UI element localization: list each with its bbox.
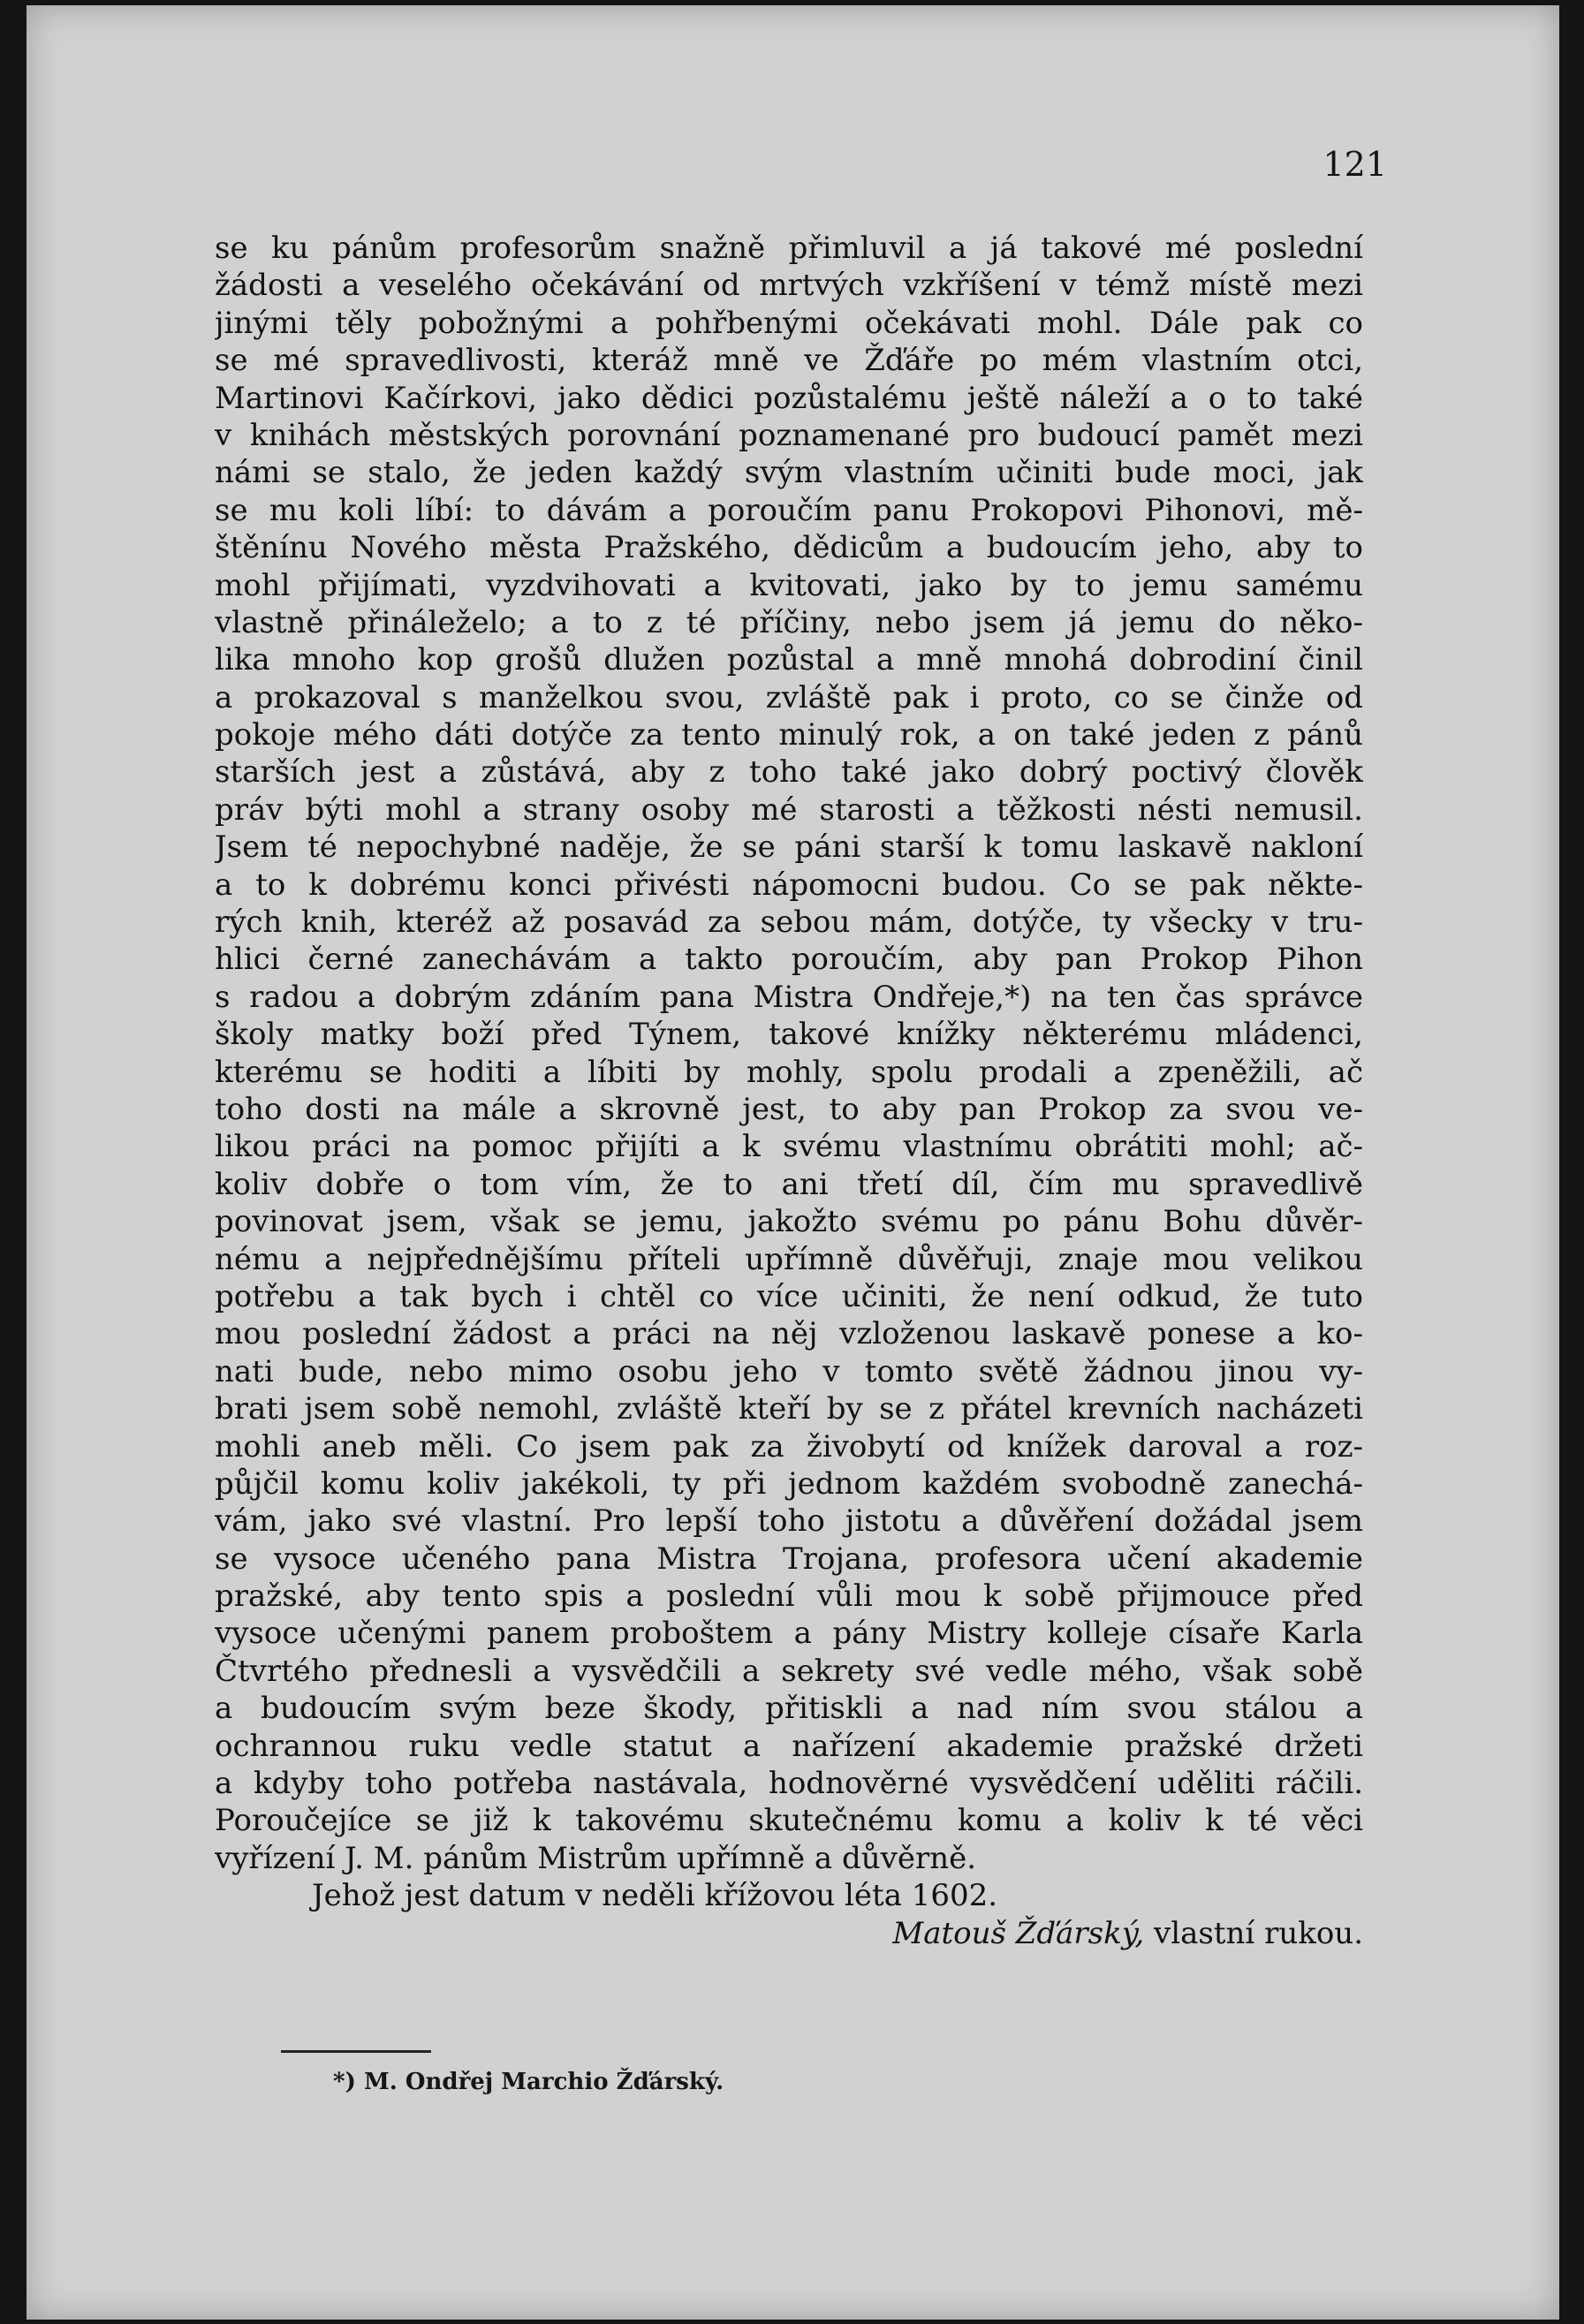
text-line: mou poslední žádost a práci na něj vzloženou laskavě ponese a ko- — [215, 1316, 1363, 1352]
text-line: brati jsem sobě nemohl, zvláště kteří by se z přátel krevních nacházeti — [215, 1391, 1363, 1427]
text-line: půjčil komu koliv jakékoli, ty při jednom každém svobodně zanechá- — [215, 1465, 1363, 1502]
text-line: Martinovi Kačírkovi, jako dědici pozůstalému ještě náleží a o to také — [215, 380, 1363, 416]
text-line: nému a nejpřednějšímu příteli upřímně důvěřuji, znaje mou velikou — [215, 1241, 1363, 1277]
text-line: vysoce učenými panem proboštem a pány Mistry kolleje císaře Karla — [215, 1616, 1363, 1652]
footnote: *) M. Ondřej Marchio Žďárský. — [333, 2069, 724, 2095]
text-line: koliv dobře o tom vím, že to ani třetí díl, čím mu spravedlivě — [215, 1166, 1363, 1202]
text-line: ochrannou ruku vedle statut a nařízení akademie pražské držeti — [215, 1728, 1363, 1764]
text-line: pražské, aby tento spis a poslední vůli mou k sobě přijmouce před — [215, 1578, 1363, 1615]
signature-suffix: vlastní rukou. — [1144, 1915, 1363, 1951]
text-line: pokoje mého dáti dotýče za tento minulý rok, a on také jeden z pánů — [215, 717, 1363, 753]
text-line: Jsem té nepochybné naděje, že se páni starší k tomu laskavě nakloní — [215, 829, 1363, 866]
text-line: vlastně přináleželo; a to z té příčiny, nebo jsem já jemu do něko- — [215, 604, 1363, 640]
text-line: a kdyby toho potřeba nastávala, hodnověrné vysvědčení uděliti ráčili. — [215, 1766, 1363, 1802]
text-line: toho dosti na mále a skrovně jest, to aby pan Prokop za svou ve- — [215, 1091, 1363, 1127]
text-line: povinovat jsem, však se jemu, jakožto svému po pánu Bohu důvěr- — [215, 1204, 1363, 1240]
text-line: a budoucím svým beze škody, přitiskli a nad ním svou stálou a — [215, 1691, 1363, 1727]
text-line: se mu koli líbí: to dávám a poroučím panu Prokopovi Pihonovi, mě- — [215, 492, 1363, 528]
signature-name: Matouš Žďárský, — [892, 1915, 1145, 1951]
text-line: starších jest a zůstává, aby z toho také jako dobrý poctivý člověk — [215, 754, 1363, 791]
text-line: v knihách městských porovnání poznamenané pro budoucí pamět mezi — [215, 417, 1363, 453]
text-line: vyřízení J. M. pánům Mistrům upřímně a důvěrně. — [215, 1840, 977, 1876]
text-line: školy matky boží před Týnem, takové knížky některému mládenci, — [215, 1017, 1363, 1053]
signature-line — [215, 1915, 1363, 1952]
text-line: mohl přijímati, vyzdvihovati a kvitovati, jako by to jemu samému — [215, 567, 1363, 603]
text-line: štěnínu Nového města Pražského, dědicům a budoucím jeho, aby to — [215, 530, 1363, 566]
text-line: Čtvrtého přednesli a vysvědčili a sekrety své vedle mého, však sobě — [215, 1653, 1363, 1689]
text-line: kterému se hoditi a líbiti by mohly, spolu prodali a zpeněžili, ač — [215, 1054, 1363, 1090]
text-line: vám, jako své vlastní. Pro lepší toho jistotu a důvěření dožádal jsem — [215, 1503, 1363, 1540]
footnote-rule — [281, 2050, 431, 2053]
text-line: hlici černé zanechávám a takto poroučím, aby pan Prokop Pihon — [215, 942, 1363, 978]
text-line: práv býti mohl a strany osoby mé starosti a těžkosti nésti nemusil. — [215, 791, 1363, 828]
book-page — [27, 5, 1559, 2320]
text-line: se vysoce učeného pana Mistra Trojana, profesora učení akademie — [215, 1541, 1363, 1577]
text-line: námi se stalo, že jeden každý svým vlastním učiniti bude moci, jak — [215, 455, 1363, 491]
text-line: Poroučejíce se již k takovému skutečnému komu a koliv k té věci — [215, 1803, 1363, 1839]
text-line: nati bude, nebo mimo osobu jeho v tomto světě žádnou jinou vy- — [215, 1353, 1363, 1389]
text-line: se ku pánům profesorům snažně přimluvil a já takové mé poslední — [215, 231, 1363, 266]
text-line: potřebu a tak bych i chtěl co více učiniti, že není odkud, že tuto — [215, 1278, 1363, 1314]
text-line: s radou a dobrým zdáním pana Mistra Ondřeje,*) na ten čas správce — [215, 979, 1363, 1015]
page-number: 121 — [1323, 145, 1387, 184]
text-line: a to k dobrému konci přivésti nápomocni budou. Co se pak někte- — [215, 867, 1363, 903]
body-text — [215, 230, 1363, 1952]
date-line: Jehož jest datum v neděli křížovou léta 1602. — [312, 1878, 998, 1914]
text-line: jinými těly pobožnými a pohřbenými očekávati mohl. Dále pak co — [215, 305, 1363, 341]
text-line: likou práci na pomoc přijíti a k svému vlastnímu obrátiti mohl; ač- — [215, 1129, 1363, 1165]
text-line: a prokazoval s manželkou svou, zvláště pak i proto, co se činže od — [215, 679, 1363, 715]
text-line: mohli aneb měli. Co jsem pak za živobytí od knížek daroval a roz- — [215, 1428, 1363, 1465]
text-line: lika mnoho kop grošů dlužen pozůstal a mně mnohá dobrodiní činil — [215, 642, 1363, 678]
text-line: rých knih, kteréž až posavád za sebou mám, dotýče, ty všecky v tru- — [215, 905, 1363, 941]
text-line: žádosti a veselého očekávání od mrtvých vzkříšení v témž místě mezi — [215, 268, 1363, 304]
text-line: se mé spravedlivosti, kteráž mně ve Žďáře po mém vlastním otci, — [215, 343, 1363, 379]
